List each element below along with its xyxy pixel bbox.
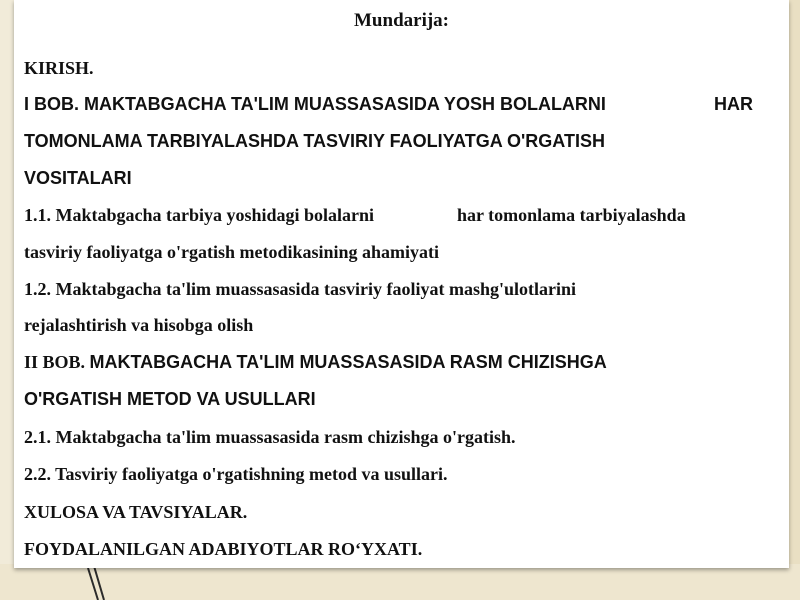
toc-adabiyotlar: FOYDALANILGAN ADABIYOTLAR RO‘YXATI. xyxy=(24,539,423,559)
toc-bob2-line1-title: MAKTABGACHA TA'LIM MUASSASASIDA RASM CHIZISHGA xyxy=(89,352,607,372)
toc-section-1-2-line2: rejalashtirish va hisobga olish xyxy=(24,315,254,335)
toc-section-1-1-line1-left: 1.1. Maktabgacha tarbiya yoshidagi bolalarni xyxy=(24,205,375,225)
toc-section-2-2: 2.2. Tasviriy faoliyatga o'rgatishning metod va usullari. xyxy=(24,464,448,484)
toc-bob2-line2: O'RGATISH METOD VA USULLARI xyxy=(24,389,316,409)
toc-section-1-1-line2: tasviriy faoliyatga o'rgatish metodikasining ahamiyati xyxy=(24,242,440,262)
toc-bob1-line1-right: HAR xyxy=(714,94,753,114)
toc-section-1-1-line1-right: har tomonlama tarbiyalashda xyxy=(457,205,686,225)
toc-xulosa: XULOSA VA TAVSIYALAR. xyxy=(24,502,248,522)
toc-section-1-2-line1: 1.2. Maktabgacha ta'lim muassasasida tasviriy faoliyat mashg'ulotlarini xyxy=(24,279,577,299)
slide-content xyxy=(14,0,789,568)
toc-section-2-1: 2.1. Maktabgacha ta'lim muassasasida rasm chizishga o'rgatish. xyxy=(24,427,516,447)
toc-bob1-line1-left: I BOB. MAKTABGACHA TA'LIM MUASSASASIDA YOSH BOLALARNI xyxy=(24,94,606,114)
toc-bob1-line2: TOMONLAMA TARBIYALASHDA TASVIRIY FAOLIYATGA O'RGATISH xyxy=(24,131,605,151)
page-title: Mundarija: xyxy=(354,10,449,31)
toc-bob2-line1 xyxy=(24,352,607,373)
toc-bob1-line3: VOSITALARI xyxy=(24,168,132,188)
toc-kirish: KIRISH. xyxy=(24,58,94,78)
toc-bob2-prefix: II BOB. xyxy=(24,352,86,372)
